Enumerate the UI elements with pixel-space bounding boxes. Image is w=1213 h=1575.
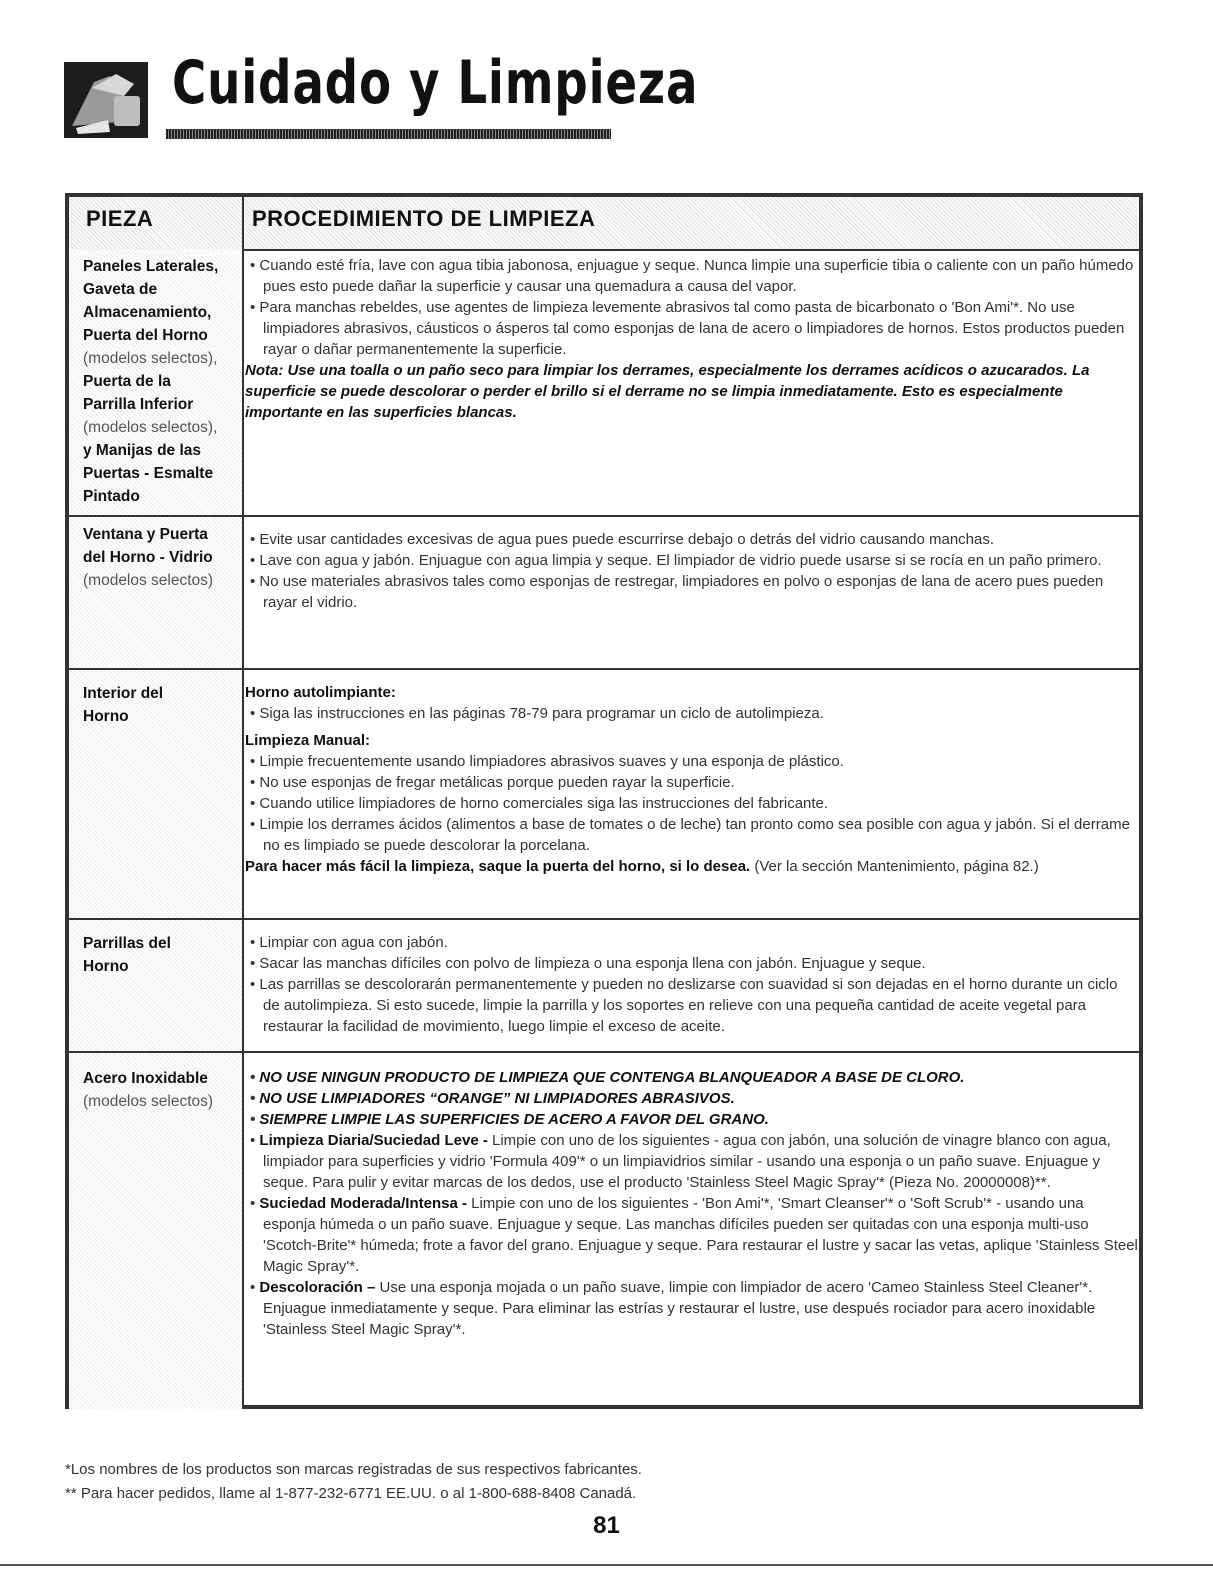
page-header [64, 48, 699, 146]
list-item: • Evite usar cantidades excesivas de agua pues puede escurrirse debajo o detrás del vidrio causando manchas. [245, 529, 1138, 550]
piece-cell [69, 920, 242, 1053]
list-item [245, 1277, 1138, 1340]
cleaning-table [65, 193, 1143, 1409]
page-number: 81 [593, 1512, 620, 1539]
piece-name: Parrillas del [83, 935, 171, 952]
item-text: Limpie con uno de los siguientes - agua con jabón, una solución de vinagre blanco con agua, limpiador para superficies y vidrio 'Formula 409'* o un limpiavidrios similar - usando una esponja o un paño suave. Enjuague y seque. Para pulir y evitar marcas de los dedos, use el producto 'Stainless Steel Magic Spray'* (Pieza No. 20000008)**. [263, 1132, 1111, 1191]
list-item: • Cuando utilice limpiadores de horno comerciales siga las instrucciones del fabricante. [245, 793, 1138, 814]
piece-name: Horno [83, 708, 129, 725]
piece-name: Parrilla Inferior [83, 396, 194, 413]
procedure-cell [245, 1067, 1138, 1340]
piece-note: (modelos selectos), [83, 350, 218, 367]
table-row [69, 249, 1139, 515]
piece-name: Interior del [83, 685, 164, 702]
item-text: Use una esponja mojada o un paño suave, limpie con limpiador de acero 'Cameo Stainless Steel Cleaner'*. Enjuague inmediatamente y seque. Para eliminar las estrías y restaurar el lustre, use después rociador para acero inoxidable 'Stainless Steel Magic Spray'*. [263, 1279, 1096, 1338]
note-text: Nota: Use una toalla o un paño seco para limpiar los derrames, especialmente los derrames acídicos o azucarados. La superficie se puede descolorar o perder el brillo si el derrame no se limpia inmediatamente. Esto es especialmente importante en las superficies blancas. [245, 362, 1090, 421]
piece-name: del Horno - Vidrio [83, 549, 213, 566]
table-row [69, 1051, 1139, 1409]
title-underline [166, 129, 611, 139]
procedure-cell [245, 932, 1138, 1037]
subsection-heading: Limpieza Manual: [245, 732, 371, 749]
tip-reference: (Ver la sección Mantenimiento, página 82.) [754, 858, 1039, 875]
table-header [69, 197, 1139, 251]
piece-note: (modelos selectos), [83, 419, 218, 436]
procedure-cell [245, 682, 1138, 877]
warning-item: • NO USE NINGUN PRODUCTO DE LIMPIEZA QUE CONTENGA BLANQUEADOR A BASE DE CLORO. [245, 1067, 1138, 1088]
warning-item: • SIEMPRE LIMPIE LAS SUPERFICIES DE ACERO A FAVOR DEL GRANO. [245, 1109, 1138, 1130]
item-text: Limpie con uno de los siguientes - 'Bon Ami'*, 'Smart Cleanser'* o 'Soft Scrub'* - usando una esponja húmeda o un paño suave. Enjuague y seque. Las manchas difíciles pueden ser quitadas con una esponja multi-uso 'Scotch-Brite'* húmeda; frote a favor del grano. Enjuague y seque. Para restaurar el lustre y sacar las vetas, aplique 'Stainless Steel Magic Spray'*. [263, 1195, 1138, 1275]
piece-name: Pintado [83, 488, 140, 505]
piece-name: Puertas - Esmalte [83, 465, 214, 482]
piece-name: Gaveta de [83, 281, 158, 298]
piece-cell [69, 1053, 242, 1409]
procedure-cell [245, 529, 1138, 613]
list-item [245, 1193, 1138, 1277]
piece-cell [69, 517, 242, 670]
column-divider [242, 197, 244, 1405]
footnote: ** Para hacer pedidos, llame al 1-877-232-6771 EE.UU. o al 1-800-688-8408 Canadá. [65, 1485, 637, 1502]
tip-line [245, 856, 1138, 877]
item-lead: Suciedad Moderada/Intensa - [259, 1195, 467, 1212]
tip-bold: Para hacer más fácil la limpieza, saque la puerta del horno, si lo desea. [245, 858, 751, 875]
list-item: • Siga las instrucciones en las páginas 78-79 para programar un ciclo de autolimpieza. [245, 703, 1138, 724]
subsection-heading: Horno autolimpiante: [245, 684, 396, 701]
list-item: • Para manchas rebeldes, use agentes de limpieza levemente abrasivos tal como pasta de bicarbonato o 'Bon Ami'*. No use limpiadores abrasivos, cáusticos o ásperos tal como esponjas de lana de acero o limpiadores de hornos. Estos productos pueden rayar o dañar permanentemente la superficie. [245, 297, 1138, 360]
list-item [245, 1130, 1138, 1193]
list-item: • Sacar las manchas difíciles con polvo de limpieza o una esponja llena con jabón. Enjuague y seque. [245, 953, 1138, 974]
list-item: • Limpie los derrames ácidos (alimentos a base de tomates o de leche) tan pronto como sea posible con agua y jabón. Si el derrame no es limpiado se puede descolorar la porcelana. [245, 814, 1138, 856]
piece-name: Acero Inoxidable [83, 1070, 208, 1087]
piece-name: Paneles Laterales, [83, 258, 219, 275]
piece-name: Horno [83, 958, 129, 975]
piece-cell [69, 249, 242, 515]
piece-name: Ventana y Puerta [83, 526, 208, 543]
item-lead: Limpieza Diaria/Suciedad Leve - [259, 1132, 488, 1149]
piece-name: Puerta del Horno [83, 327, 208, 344]
piece-name: Puerta de la [83, 373, 171, 390]
procedure-cell [245, 255, 1138, 423]
table-row [69, 918, 1139, 1053]
table-row [69, 668, 1139, 920]
table-row [69, 515, 1139, 670]
piece-cell [69, 670, 242, 920]
list-item: • Limpiar con agua con jabón. [245, 932, 1138, 953]
list-item: • Cuando esté fría, lave con agua tibia jabonosa, enjuague y seque. Nunca limpie una superficie tibia o caliente con un paño húmedo pues esto puede dañar la superficie y causar una quemadura a causa del vapor. [245, 255, 1138, 297]
list-item: • No use materiales abrasivos tales como esponjas de restregar, limpiadores en polvo o esponjas de lana de acero pues pueden rayar el vidrio. [245, 571, 1138, 613]
footnote: *Los nombres de los productos son marcas registradas de sus respectivos fabricantes. [65, 1461, 642, 1478]
bottom-rule [0, 1564, 1213, 1566]
piece-name: Almacenamiento, [83, 304, 212, 321]
cleaning-hand-icon [64, 62, 148, 138]
column-header-piece: PIEZA [86, 206, 154, 231]
page-title: Cuidado y Limpieza [172, 48, 699, 118]
footnotes [65, 1458, 642, 1506]
piece-note: (modelos selectos) [83, 1093, 214, 1110]
list-item: • Lave con agua y jabón. Enjuague con agua limpia y seque. El limpiador de vidrio puede usarse si se rocía en un paño primero. [245, 550, 1138, 571]
piece-name: y Manijas de las [83, 442, 202, 459]
list-item: • Las parrillas se descolorarán permanentemente y pueden no deslizarse con suavidad si son dejadas en el horno durante un ciclo de autolimpieza. Si esto sucede, limpie la parrilla y los soportes en relieve con una pequeña cantidad de aceite vegetal para restaurar la facilidad de movimiento, luego limpie el exceso de aceite. [245, 974, 1138, 1037]
list-item: • Limpie frecuentemente usando limpiadores abrasivos suaves y una esponja de plástico. [245, 751, 1138, 772]
column-header-procedure: PROCEDIMIENTO DE LIMPIEZA [252, 206, 596, 231]
list-item: • No use esponjas de fregar metálicas porque pueden rayar la superficie. [245, 772, 1138, 793]
piece-note: (modelos selectos) [83, 572, 214, 589]
item-lead: Descoloración – [259, 1279, 376, 1296]
warning-item: • NO USE LIMPIADORES “ORANGE” NI LIMPIADORES ABRASIVOS. [245, 1088, 1138, 1109]
